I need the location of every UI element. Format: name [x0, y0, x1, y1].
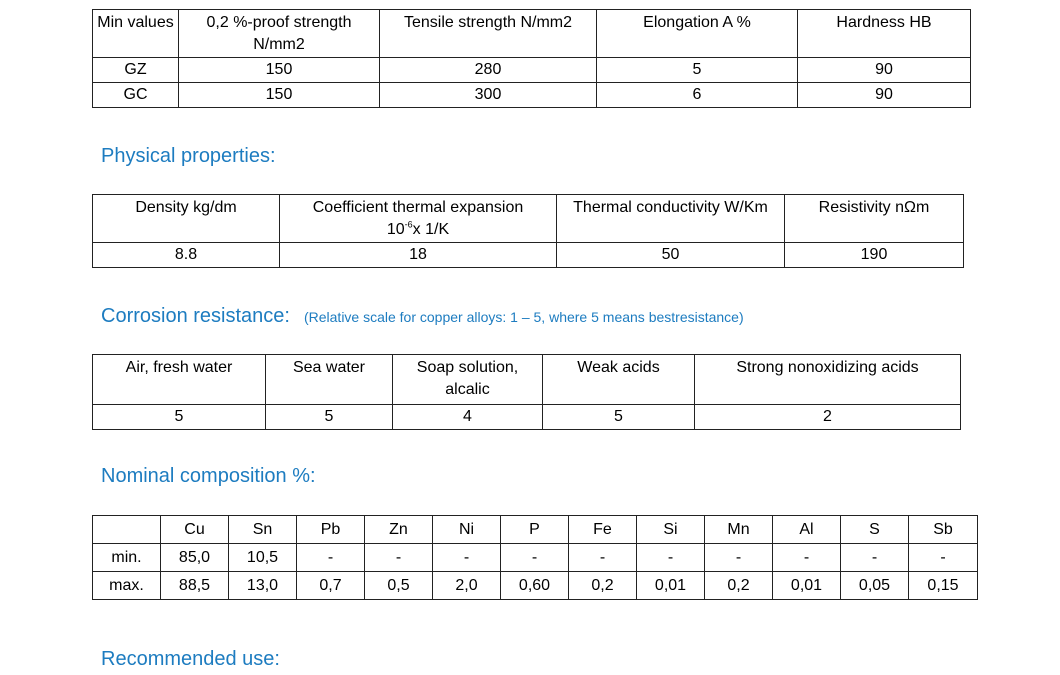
min-values-header: Min values [93, 10, 179, 58]
hardness-value: 90 [798, 58, 971, 83]
element-header: Zn [365, 516, 433, 544]
resistivity-value: 190 [785, 243, 964, 268]
hardness-header: Hardness HB [798, 10, 971, 58]
tensile-strength-value: 280 [380, 58, 597, 83]
elongation-header: Elongation A % [597, 10, 798, 58]
min-value: - [501, 544, 569, 572]
max-value: 0,01 [637, 572, 705, 600]
thermal-expansion-header [280, 195, 557, 243]
max-value: 0,60 [501, 572, 569, 600]
row-label: GC [93, 83, 179, 108]
element-header: Sn [229, 516, 297, 544]
min-value: - [569, 544, 637, 572]
min-value: 85,0 [161, 544, 229, 572]
max-value: 0,2 [569, 572, 637, 600]
max-value: 0,05 [841, 572, 909, 600]
thermal-expansion-label: Coefficient thermal expansion [312, 199, 524, 216]
proof-strength-header: 0,2 %-proof strength N/mm2 [179, 10, 380, 58]
recommended-use-heading: Recommended use: [101, 648, 280, 670]
thermal-expansion-unit: x 1/K [412, 221, 450, 238]
element-header: Sb [909, 516, 978, 544]
min-value: - [637, 544, 705, 572]
element-header: Mn [705, 516, 773, 544]
table-row [93, 544, 978, 572]
min-value: 10,5 [229, 544, 297, 572]
max-label: max. [93, 572, 161, 600]
proof-strength-value: 150 [179, 83, 380, 108]
elongation-value: 6 [597, 83, 798, 108]
corrosion-scale-note: (Relative scale for copper alloys: 1 – 5, where 5 means bestresistance) [303, 309, 744, 325]
nominal-composition-heading: Nominal composition %: [101, 465, 316, 487]
element-header: Si [637, 516, 705, 544]
min-value: - [773, 544, 841, 572]
table-header-row [93, 10, 971, 58]
table-header-row [93, 516, 978, 544]
min-value: - [909, 544, 978, 572]
composition-table [92, 515, 978, 600]
max-value: 0,2 [705, 572, 773, 600]
element-header: Al [773, 516, 841, 544]
element-header: Cu [161, 516, 229, 544]
density-header: Density kg/dm [93, 195, 280, 243]
strong-acids-value: 2 [695, 405, 961, 430]
elongation-value: 5 [597, 58, 798, 83]
max-value: 0,15 [909, 572, 978, 600]
min-value: - [433, 544, 501, 572]
thermal-conductivity-value: 50 [557, 243, 785, 268]
weak-acids-value: 5 [543, 405, 695, 430]
table-header-row [93, 195, 964, 243]
thermal-expansion-exponent: -6 [404, 219, 413, 230]
hardness-value: 90 [798, 83, 971, 108]
max-value: 0,7 [297, 572, 365, 600]
max-value: 0,01 [773, 572, 841, 600]
soap-solution-value: 4 [393, 405, 543, 430]
tensile-strength-header: Tensile strength N/mm2 [380, 10, 597, 58]
row-label: GZ [93, 58, 179, 83]
max-value: 2,0 [433, 572, 501, 600]
strong-acids-header: Strong nonoxidizing acids [695, 355, 961, 405]
max-value: 13,0 [229, 572, 297, 600]
thermal-expansion-value: 18 [280, 243, 557, 268]
table-row [93, 243, 964, 268]
mechanical-properties-table [92, 9, 971, 108]
element-header: S [841, 516, 909, 544]
table-row [93, 405, 961, 430]
table-row [93, 58, 971, 83]
fresh-water-header: Air, fresh water [93, 355, 266, 405]
resistivity-header: Resistivity nΩm [785, 195, 964, 243]
thermal-expansion-base: 10 [386, 221, 405, 238]
tensile-strength-value: 300 [380, 83, 597, 108]
corrosion-resistance-table [92, 354, 961, 430]
proof-strength-value: 150 [179, 58, 380, 83]
corrosion-title: Corrosion resistance: [101, 305, 290, 327]
sea-water-value: 5 [266, 405, 393, 430]
table-row [93, 572, 978, 600]
element-header: Fe [569, 516, 637, 544]
fresh-water-value: 5 [93, 405, 266, 430]
min-label: min. [93, 544, 161, 572]
table-header-row [93, 355, 961, 405]
corner-cell [93, 516, 161, 544]
element-header: P [501, 516, 569, 544]
soap-solution-header: Soap solution, alcalic [393, 355, 543, 405]
element-header: Pb [297, 516, 365, 544]
min-value: - [841, 544, 909, 572]
weak-acids-header: Weak acids [543, 355, 695, 405]
sea-water-header: Sea water [266, 355, 393, 405]
physical-properties-heading: Physical properties: [101, 145, 276, 167]
physical-properties-table [92, 194, 964, 268]
corrosion-resistance-heading [101, 305, 744, 328]
min-value: - [705, 544, 773, 572]
min-value: - [297, 544, 365, 572]
max-value: 88,5 [161, 572, 229, 600]
element-header: Ni [433, 516, 501, 544]
table-row [93, 83, 971, 108]
min-value: - [365, 544, 433, 572]
thermal-conductivity-header: Thermal conductivity W/Km [557, 195, 785, 243]
density-value: 8.8 [93, 243, 280, 268]
max-value: 0,5 [365, 572, 433, 600]
